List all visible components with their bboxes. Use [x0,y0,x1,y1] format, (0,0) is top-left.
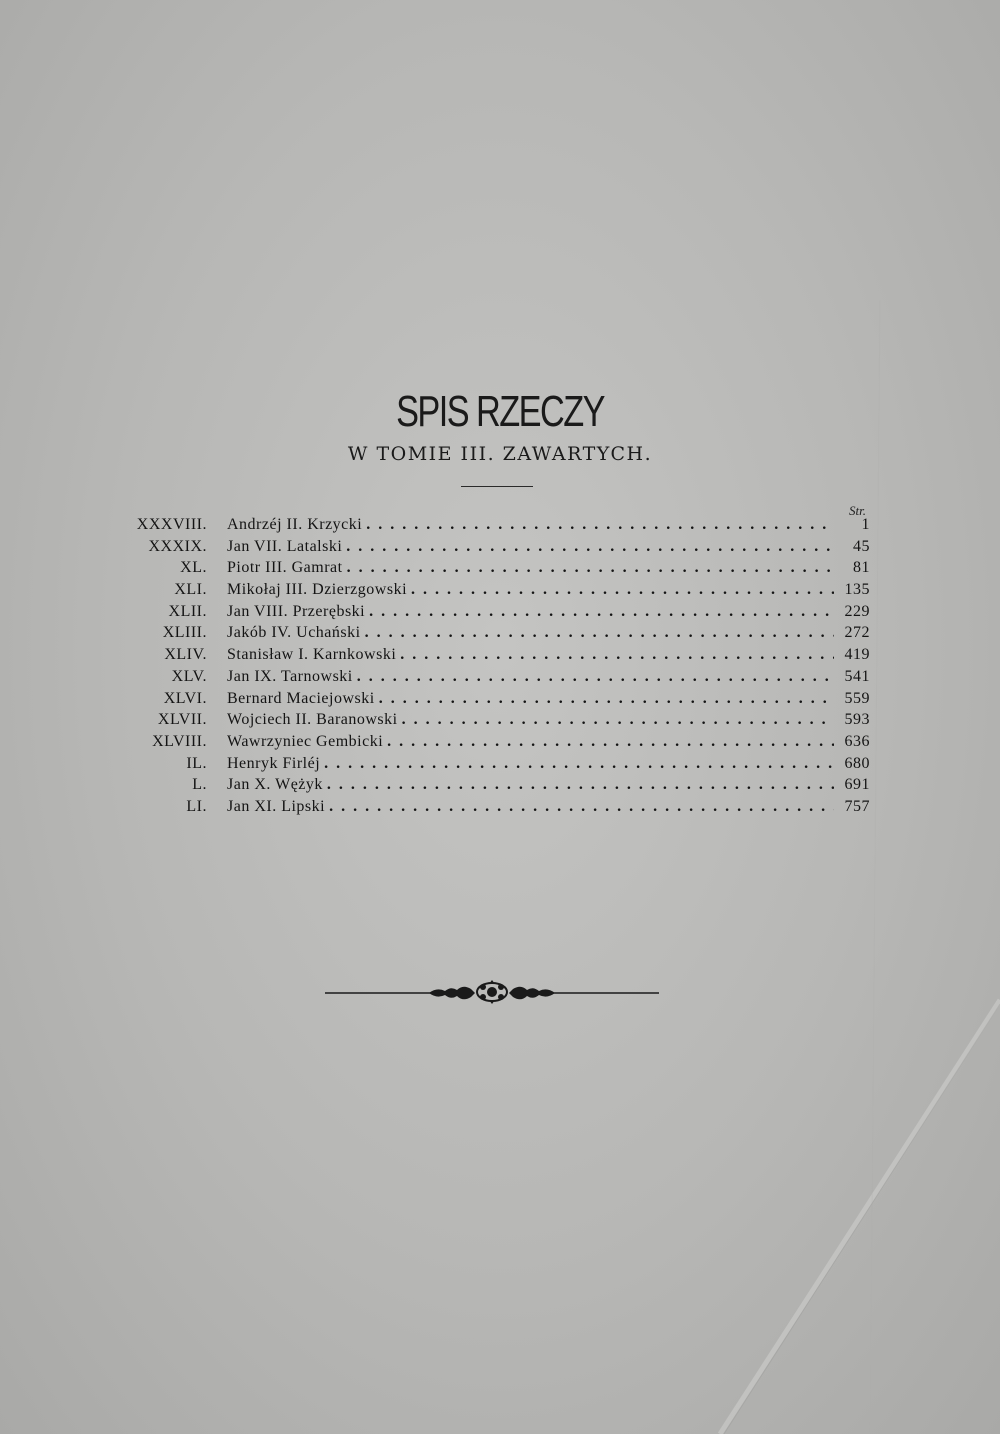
toc-entry-name: Mikołaj III. Dzierzgowski [227,581,408,599]
dot-leader [383,731,834,753]
toc-entry-line [227,774,870,796]
toc-entry-number: XLVIII. [152,732,207,750]
toc-entry [100,536,870,558]
toc-entry [100,579,870,601]
toc-entry-name: Stanisław I. Karnkowski [227,646,397,664]
toc-entry-line [227,731,870,753]
dot-leader [320,753,834,775]
toc-entry [100,601,870,623]
page-title: SPIS RZECZY [396,387,604,436]
toc-entry-page: 135 [844,581,870,599]
toc-entry [100,753,870,775]
dot-leader [342,536,834,558]
toc-entry-page: 757 [844,797,870,815]
toc-entry-number: XLIII. [162,624,207,642]
dot-leader [323,774,834,796]
toc-entry [100,796,870,818]
toc-entry-number: XXXIX. [148,537,207,555]
toc-entry-page: 691 [844,776,870,794]
toc-entry-line [227,666,870,688]
toc-entry-name: Henryk Firléj [227,754,321,772]
toc-entry-line [227,557,870,579]
toc-entry [100,557,870,579]
dot-leader [365,601,834,623]
dot-leader [396,644,834,666]
toc-entry-line [227,796,870,818]
toc-entry-number: XLII. [168,602,207,620]
table-of-contents [100,514,870,818]
toc-entry-page: 636 [844,732,870,750]
toc-entry-name: Piotr III. Gamrat [227,559,343,577]
toc-entry [100,731,870,753]
toc-entry-line [227,579,870,601]
toc-entry-number: XXXVIII. [136,516,207,533]
toc-entry [100,514,870,536]
dot-leader [375,688,834,710]
dot-leader [325,796,834,818]
toc-entry [100,709,870,731]
toc-entry-number: XLV. [171,667,207,685]
toc-entry-line [227,514,870,536]
toc-entry-line [227,753,870,775]
dot-leader [407,579,834,601]
toc-entry-name: Bernard Maciejowski [227,689,375,707]
toc-entry-page: 419 [844,646,870,664]
toc-entry-page: 593 [844,711,870,729]
title-rule [461,486,533,487]
toc-entry-line [227,644,870,666]
toc-entry-name: Jan X. Wężyk [227,776,323,794]
toc-entry-page: 45 [853,537,870,555]
toc-entry-number: XLI. [174,581,207,599]
toc-entry-page: 541 [844,667,870,685]
toc-entry-line [227,622,870,644]
page-subtitle: W TOMIE III. ZAWARTYCH. [347,443,653,465]
floral-divider-icon [325,978,659,1006]
dot-leader [362,514,834,536]
toc-entry-line [227,688,870,710]
toc-entry-line [227,536,870,558]
dot-leader [343,557,834,579]
toc-entry-number: XLVI. [163,689,207,707]
page-column-label: Str. [849,503,866,518]
toc-entry-line [227,601,870,623]
toc-entry-number: L. [192,776,207,794]
toc-entry-name: Wawrzyniec Gembicki [227,732,384,750]
toc-entry [100,644,870,666]
toc-entry-page: 680 [844,754,870,772]
toc-entry [100,688,870,710]
toc-entry-number: XL. [180,559,207,577]
dot-leader [361,622,834,644]
toc-entry-page: 559 [844,689,870,707]
toc-entry-name: Jan VII. Latalski [227,537,343,555]
toc-entry-page: 229 [844,602,870,620]
toc-entry-name: Jan XI. Lipski [227,797,326,815]
toc-entry-page: 272 [844,624,870,642]
toc-entry-name: Wojciech II. Baranowski [227,711,398,729]
toc-entry-page: 81 [853,559,870,577]
dot-leader [398,709,834,731]
toc-entry [100,774,870,796]
toc-entry-number: IL. [186,754,207,772]
dot-leader [353,666,834,688]
toc-entry-number: LI. [186,797,207,815]
toc-entry [100,666,870,688]
toc-entry [100,622,870,644]
toc-entry-name: Jan VIII. Przerębski [227,602,366,620]
toc-entry-page: 1 [861,516,870,533]
toc-entry-name: Andrzéj II. Krzycki [227,516,363,533]
toc-entry-name: Jakób IV. Uchański [227,624,361,642]
toc-entry-line [227,709,870,731]
toc-entry-number: XLVII. [157,711,207,729]
toc-entry-number: XLIV. [164,646,207,664]
toc-entry-name: Jan IX. Tarnowski [227,667,353,685]
